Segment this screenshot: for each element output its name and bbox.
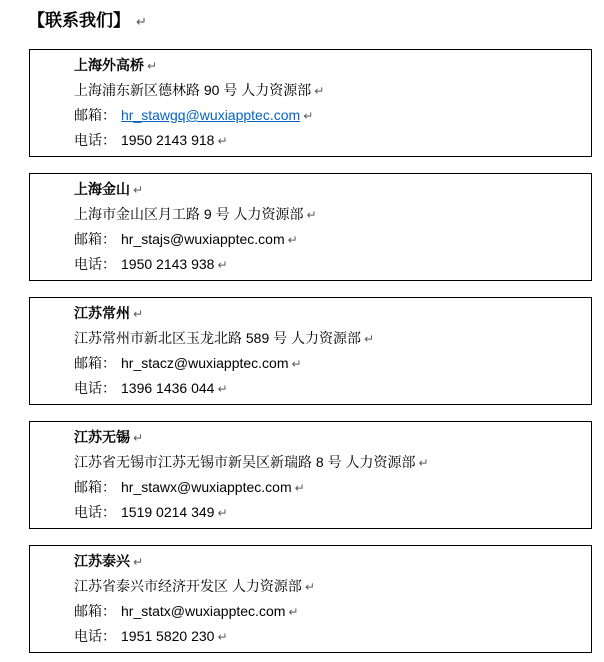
paragraph-mark-icon: ↵	[303, 109, 314, 123]
phone-line	[74, 624, 583, 649]
address-line	[74, 326, 583, 351]
paragraph-mark-icon: ↵	[217, 506, 228, 520]
page-title-text: 【联系我们】	[28, 11, 130, 30]
email-link[interactable]: hr_stawgq@wuxiapptec.com	[121, 107, 301, 123]
paragraph-mark-icon: ↵	[133, 431, 144, 445]
contact-card-jiangsu-changzhou	[29, 297, 592, 405]
email-line	[74, 103, 583, 128]
paragraph-mark-icon: ↵	[217, 258, 228, 272]
phone-number: 1519 0214 349	[121, 504, 215, 520]
email-label: 邮箱：	[74, 107, 116, 123]
phone-line	[74, 128, 583, 153]
email-text: hr_statx@wuxiapptec.com	[121, 603, 286, 619]
location-name-line	[74, 53, 583, 78]
email-text: hr_stawx@wuxiapptec.com	[121, 479, 292, 495]
phone-label: 电话：	[74, 504, 116, 520]
phone-label: 电话：	[74, 628, 116, 644]
email-label: 邮箱：	[74, 603, 116, 619]
paragraph-mark-icon: ↵	[288, 605, 299, 619]
location-name-line	[74, 177, 583, 202]
email-label: 邮箱：	[74, 231, 116, 247]
phone-line	[74, 252, 583, 277]
phone-number: 1396 1436 044	[121, 380, 215, 396]
address-line	[74, 574, 583, 599]
paragraph-mark-icon: ↵	[294, 481, 305, 495]
paragraph-mark-icon: ↵	[306, 208, 317, 222]
location-name: 江苏泰兴	[74, 553, 130, 569]
paragraph-mark-icon: ↵	[136, 14, 147, 29]
paragraph-mark-icon: ↵	[147, 59, 158, 73]
location-name-line	[74, 549, 583, 574]
phone-number: 1950 2143 938	[121, 256, 215, 272]
email-line	[74, 599, 583, 624]
phone-line	[74, 500, 583, 525]
email-line	[74, 351, 583, 376]
paragraph-mark-icon: ↵	[287, 233, 298, 247]
location-name: 江苏无锡	[74, 429, 130, 445]
email-text: hr_stacz@wuxiapptec.com	[121, 355, 289, 371]
phone-label: 电话：	[74, 132, 116, 148]
address-line	[74, 450, 583, 475]
paragraph-mark-icon: ↵	[133, 307, 144, 321]
phone-label: 电话：	[74, 256, 116, 272]
location-name-line	[74, 425, 583, 450]
address-line	[74, 202, 583, 227]
paragraph-mark-icon: ↵	[133, 183, 144, 197]
address-text: 上海浦东新区德林路 90 号 人力资源部	[74, 82, 312, 98]
paragraph-mark-icon: ↵	[364, 332, 375, 346]
phone-line	[74, 376, 583, 401]
paragraph-mark-icon: ↵	[418, 456, 429, 470]
contact-card-jiangsu-taixing	[29, 545, 592, 653]
paragraph-mark-icon: ↵	[217, 630, 228, 644]
email-label: 邮箱：	[74, 355, 116, 371]
email-label: 邮箱：	[74, 479, 116, 495]
address-line	[74, 78, 583, 103]
location-name: 江苏常州	[74, 305, 130, 321]
location-name: 上海金山	[74, 181, 130, 197]
paragraph-mark-icon: ↵	[291, 357, 302, 371]
location-name-line	[74, 301, 583, 326]
contact-card-shanghai-waigaoqiao	[29, 49, 592, 157]
email-text: hr_stajs@wuxiapptec.com	[121, 231, 285, 247]
contact-card-jiangsu-wuxi	[29, 421, 592, 529]
location-name: 上海外高桥	[74, 57, 144, 73]
email-line	[74, 475, 583, 500]
phone-number: 1950 2143 918	[121, 132, 215, 148]
paragraph-mark-icon: ↵	[304, 580, 315, 594]
address-text: 江苏省泰兴市经济开发区 人力资源部	[74, 578, 302, 594]
address-text: 上海市金山区月工路 9 号 人力资源部	[74, 206, 304, 222]
paragraph-mark-icon: ↵	[314, 84, 325, 98]
address-text: 江苏省无锡市江苏无锡市新吴区新瑞路 8 号 人力资源部	[74, 454, 416, 470]
phone-number: 1951 5820 230	[121, 628, 215, 644]
contact-card-shanghai-jinshan	[29, 173, 592, 281]
address-text: 江苏常州市新北区玉龙北路 589 号 人力资源部	[74, 330, 362, 346]
paragraph-mark-icon: ↵	[133, 555, 144, 569]
phone-label: 电话：	[74, 380, 116, 396]
email-line	[74, 227, 583, 252]
paragraph-mark-icon: ↵	[217, 134, 228, 148]
paragraph-mark-icon: ↵	[217, 382, 228, 396]
page-title	[28, 8, 593, 35]
